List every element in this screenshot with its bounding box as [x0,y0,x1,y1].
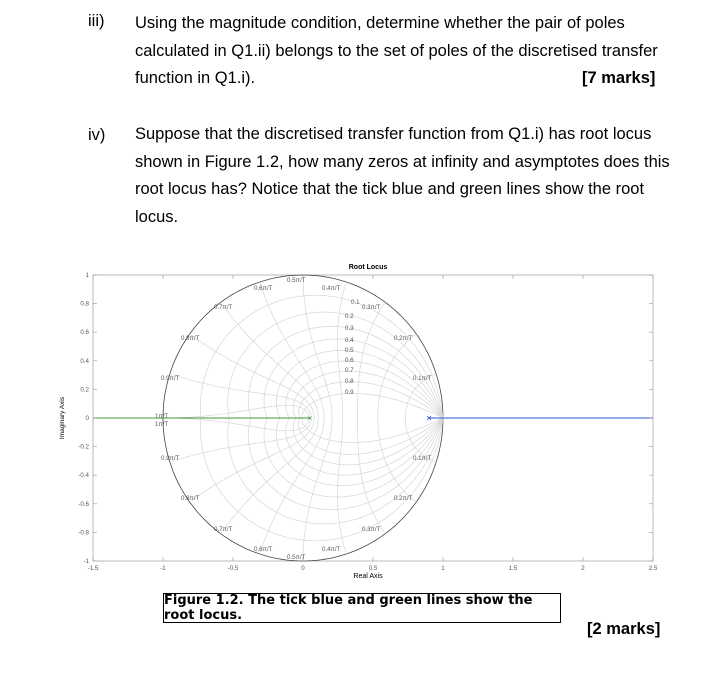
damping-curve [286,361,443,418]
question-iii-line: function in Q1.i). [135,69,256,87]
question-iv-line: root locus has? Notice that the tick blue and green lines show the root [135,180,645,198]
damping-curve [228,312,443,418]
y-tick-label: 0.2 [80,386,89,394]
question-iv-marks: [2 marks] [587,620,661,638]
damping-curve [200,418,443,541]
x-tick-label: 2.5 [648,565,658,572]
y-tick-label: -0.2 [78,443,89,451]
x-tick-label: 2 [581,565,585,572]
x-tick-label: 1 [441,565,445,572]
damping-curve [228,418,443,524]
question-iii-marks: [7 marks] [582,69,656,87]
damping-label: 0.6 [345,357,354,364]
frequency-label: 0.8π/T [181,335,200,342]
x-tick-label: 1.5 [508,565,518,572]
frequency-label: 0.2π/T [394,335,413,342]
frequency-label: 0.3π/T [362,526,381,533]
damping-label: 0.8 [345,378,354,385]
question-iv-line: shown in Figure 1.2, how many zeros at infinity and asymptotes does this [135,152,670,171]
frequency-label: 0.3π/T [362,304,381,311]
damping-curve [299,382,443,418]
damping-curve [302,394,443,419]
frequency-label: 0.5π/T [287,554,306,561]
damping-label: 0.4 [345,337,354,344]
damping-label: 0.7 [345,367,354,374]
y-tick-label: 0 [85,415,89,422]
y-tick-label: -0.6 [78,500,89,508]
frequency-label: 0.4π/T [322,285,341,292]
x-tick-label: 0.5 [368,565,378,572]
question-iv-line: locus. [135,207,179,226]
damping-curve [299,418,443,454]
frequency-curve [358,418,386,534]
x-tick-label: -1.5 [87,565,99,572]
damping-label: 0.9 [345,389,354,396]
frequency-label: 0.8π/T [181,495,200,502]
figure-caption: Figure 1.2. The tick blue and green lines show the root locus. [164,593,533,623]
frequency-label: 0.6π/T [254,285,273,292]
question-iii-line: Using the magnitude condition, determine whether the pair of poles [135,14,625,32]
frequency-label: 1π/T [155,421,169,428]
damping-label: 0.3 [345,325,354,332]
frequency-label: 0.5π/T [287,277,306,284]
frequency-label: 0.1π/T [413,375,432,382]
damping-curve [200,295,443,418]
x-tick-label: -1 [160,565,166,572]
y-tick-label: -1 [83,558,89,565]
x-axis-label: Real Axis [353,573,383,580]
y-tick-label: 0.8 [80,300,89,308]
locus-series [93,416,653,420]
y-tick-label: 0.6 [80,329,89,337]
frequency-curve [358,302,386,418]
y-tick-label: 1 [85,272,89,279]
frequency-label: 1π/T [155,413,169,420]
y-tick-label: 0.4 [80,357,89,365]
damping-label: 0.5 [345,347,354,354]
frequency-curve [163,418,309,431]
frequency-label: 0.7π/T [214,304,233,311]
frequency-label: 0.2π/T [394,495,413,502]
frequency-label: 0.9π/T [161,455,180,462]
frequency-label: 0.9π/T [161,375,180,382]
frequency-label: 0.7π/T [214,526,233,533]
frequency-curve [190,334,315,418]
question-iv-line: Suppose that the discretised transfer function from Q1.i) has root locus [135,125,652,143]
frequency-label: 0.6π/T [254,546,273,553]
frequency-curve [163,405,309,418]
question-iii-line: calculated in Q1.ii) belongs to the set of poles of the discretised transfer [135,41,658,60]
frequency-label: 0.1π/T [413,455,432,462]
question-iii-number: iii) [88,12,105,30]
chart-title: Root Locus [348,264,388,271]
damping-label: 0.1 [351,299,360,306]
y-tick-label: -0.8 [78,529,89,537]
damping-curve [248,418,443,510]
damping-label: 0.2 [345,313,354,320]
y-tick-label: -0.4 [78,472,89,480]
damping-curve [286,418,443,475]
figure-caption-box [163,593,561,623]
frequency-label: 0.4π/T [322,546,341,553]
x-tick-label: 0 [301,565,305,572]
x-tick-label: -0.5 [227,565,239,572]
damping-curve [302,418,443,443]
question-iv-number: iv) [88,126,106,144]
y-axis-label: Imaginary Axis [59,396,66,440]
frequency-curve [190,418,315,502]
frequency-curve [338,418,347,554]
